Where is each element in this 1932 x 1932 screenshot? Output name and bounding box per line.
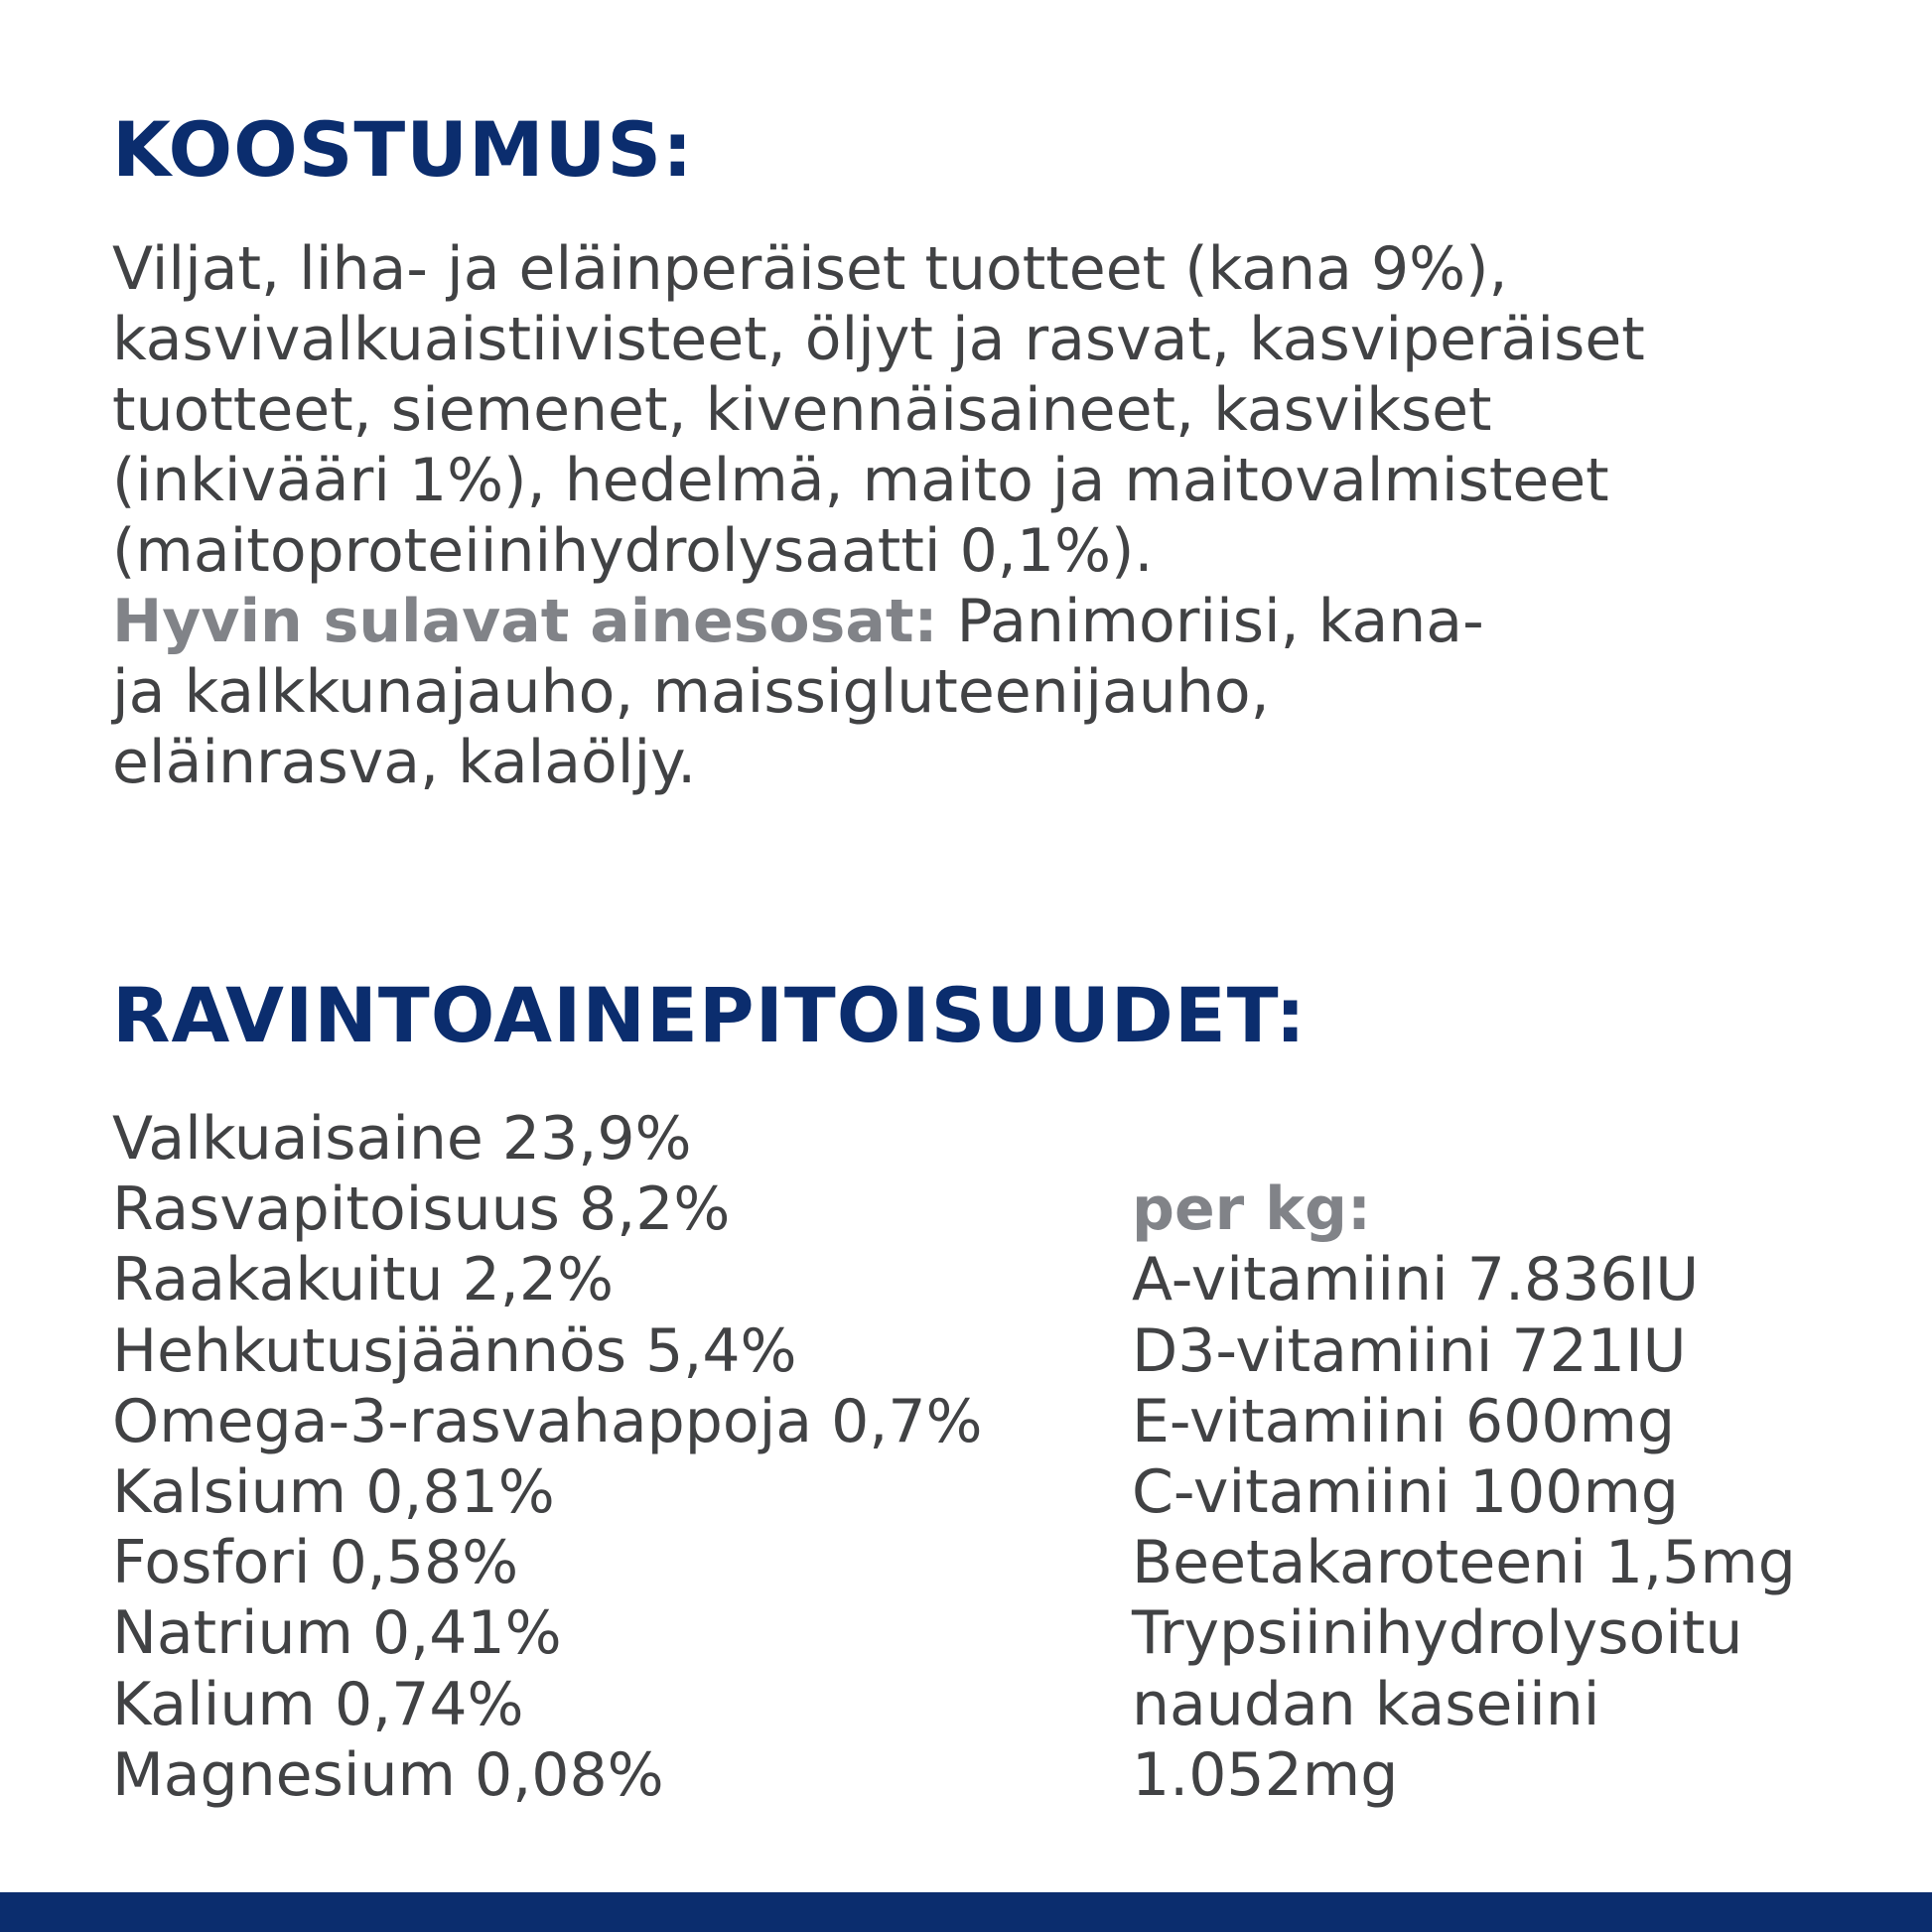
vitamin-item: D3-vitamiini 721IU xyxy=(1132,1315,1687,1386)
composition-line: Viljat, liha- ja eläinperäiset tuotteet (kana 9%), xyxy=(112,234,1508,304)
vitamin-item: Trypsiinihydrolysoitu xyxy=(1132,1598,1743,1669)
per-kg-label: per kg: xyxy=(1132,1174,1371,1245)
vitamin-item: E-vitamiini 600mg xyxy=(1132,1386,1676,1456)
vitamin-item: Beetakaroteeni 1,5mg xyxy=(1132,1528,1796,1598)
nutrient-item: Kalium 0,74% xyxy=(112,1669,524,1739)
vitamin-item: naudan kaseiini xyxy=(1132,1669,1600,1739)
nutrient-item: Valkuaisaine 23,9% xyxy=(112,1104,692,1173)
nutrient-item: Fosfori 0,58% xyxy=(112,1528,519,1598)
highlight-line: eläinrasva, kalaöljy. xyxy=(112,728,697,797)
composition-line: kasvivalkuaistiivisteet, öljyt ja rasvat, kasviperäiset xyxy=(112,305,1645,374)
nutrient-item: Natrium 0,41% xyxy=(112,1598,562,1669)
vitamin-item: A-vitamiini 7.836IU xyxy=(1132,1245,1700,1315)
composition-heading: KOOSTUMUS: xyxy=(112,105,694,194)
composition-line: (inkivääri 1%), hedelmä, maito ja maitovalmisteet xyxy=(112,446,1609,515)
nutrients-heading: RAVINTOAINEPITOISUUDET: xyxy=(112,971,1307,1059)
highlight-label: Hyvin sulavat ainesosat: xyxy=(112,587,938,656)
vitamin-item: 1.052mg xyxy=(1132,1739,1399,1810)
spacer xyxy=(1132,1104,1796,1174)
nutrient-list-left xyxy=(112,1104,983,1811)
nutrient-item: Omega-3-rasvahappoja 0,7% xyxy=(112,1386,983,1456)
footer-band xyxy=(0,1892,1932,1932)
vitamin-item: C-vitamiini 100mg xyxy=(1132,1456,1680,1527)
nutrient-item: Kalsium 0,81% xyxy=(112,1456,555,1527)
composition-line: (maitoproteiinihydrolysaatti 0,1%). xyxy=(112,516,1154,586)
nutrient-item: Hehkutusjäännös 5,4% xyxy=(112,1315,797,1386)
nutrient-item: Magnesium 0,08% xyxy=(112,1739,664,1810)
composition-line: tuotteet, siemenet, kivennäisaineet, kasvikset xyxy=(112,375,1492,445)
highlight-line: ja kalkkunajauho, maissigluteenijauho, xyxy=(112,657,1270,727)
highlight-line xyxy=(112,587,1860,657)
nutrient-item: Rasvapitoisuus 8,2% xyxy=(112,1174,731,1245)
composition-text xyxy=(112,234,1860,798)
nutrient-list-right xyxy=(1132,1104,1796,1811)
nutrient-item: Raakakuitu 2,2% xyxy=(112,1245,615,1315)
highlight-text: Panimoriisi, kana- xyxy=(937,587,1484,656)
